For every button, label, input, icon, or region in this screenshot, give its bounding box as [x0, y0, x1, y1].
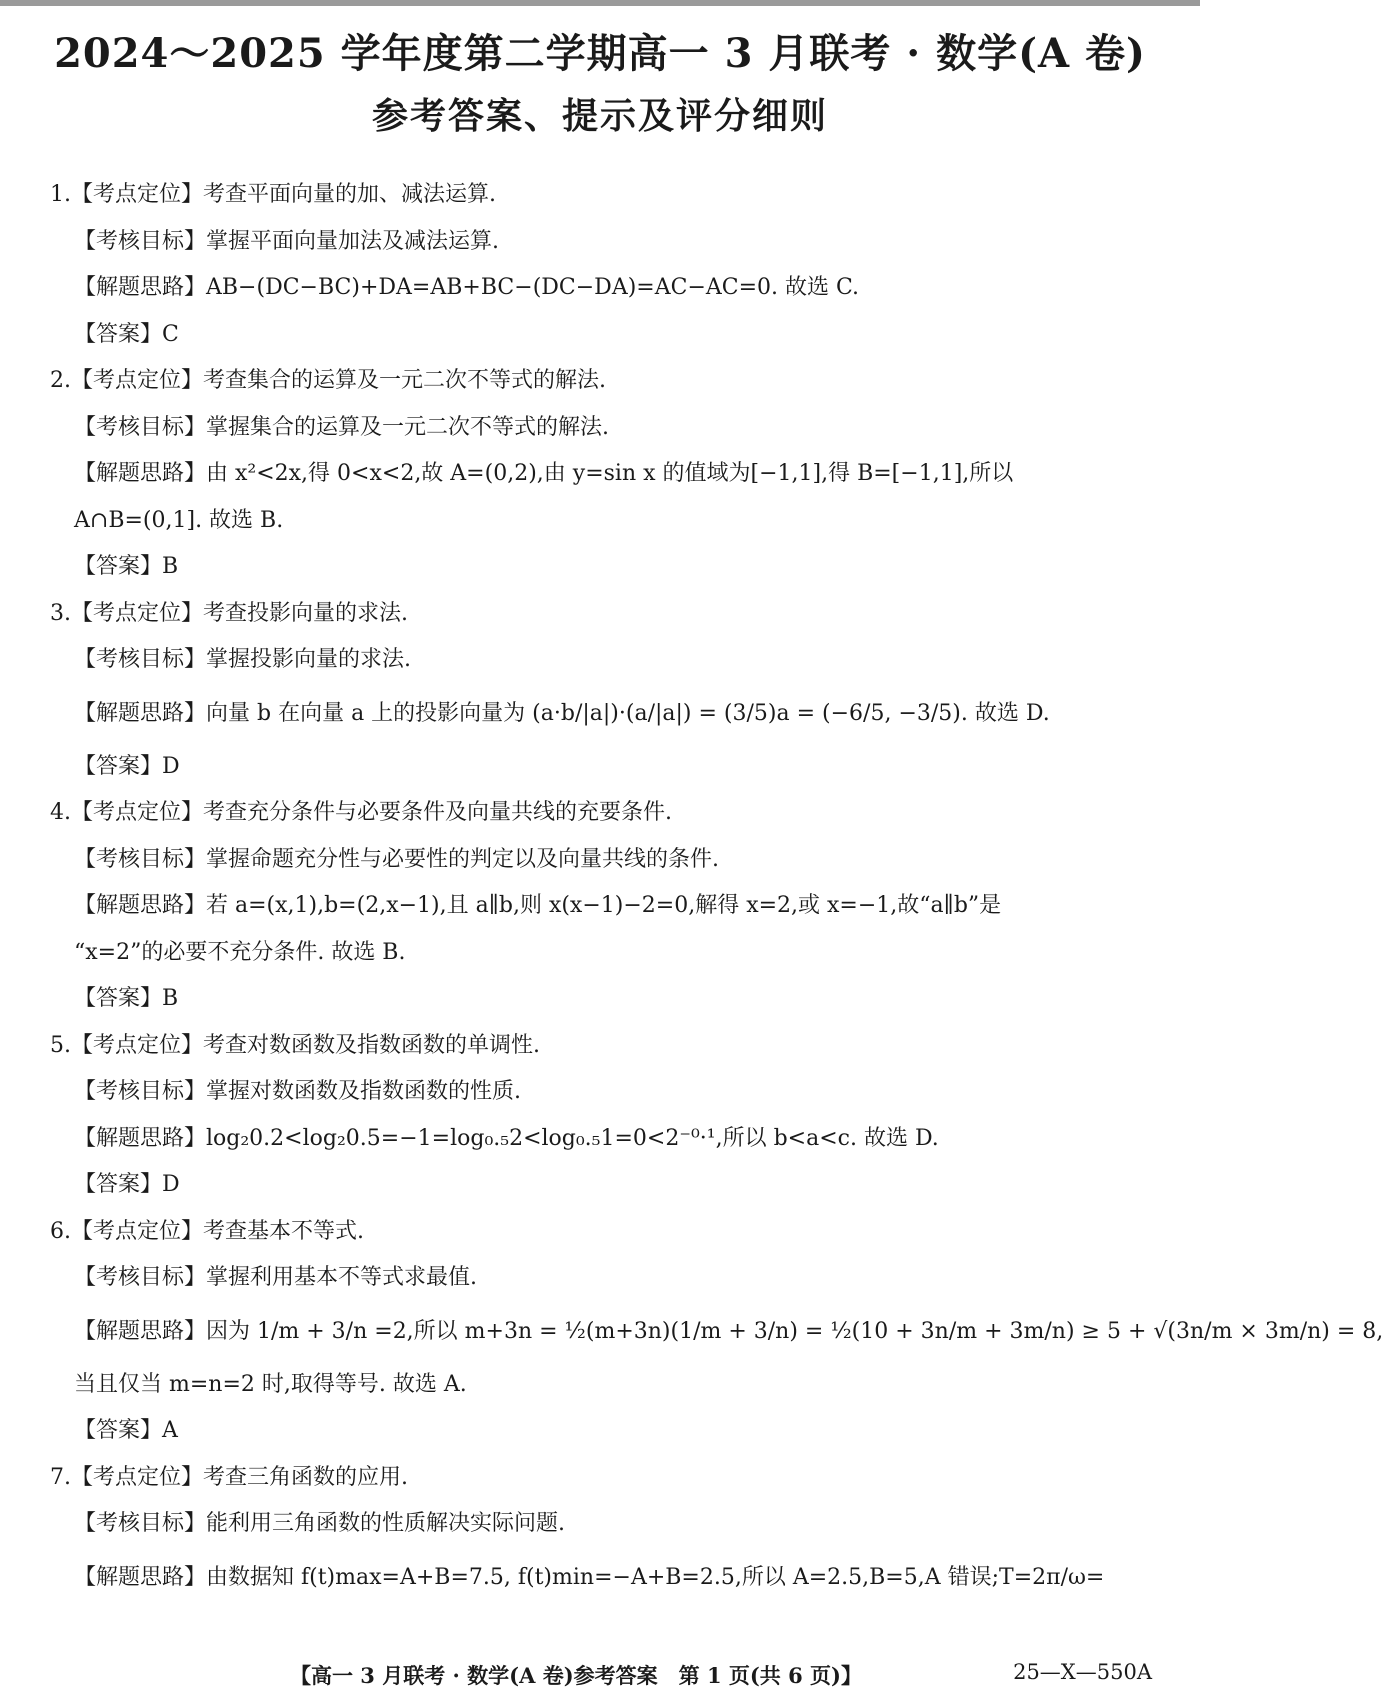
question-5-solution: 【解题思路】log₂0.2<log₂0.5=−1=log₀.₅2<log₀.₅1=0<2⁻⁰·¹,所以 b<a<c. 故选 D. — [74, 1125, 939, 1151]
question-1-goal: 【考核目标】掌握平面向量加法及减法运算. — [74, 228, 499, 254]
question-2-solution: 【解题思路】由 x²<2x,得 0<x<2,故 A=(0,2),由 y=sin x 的值域为[−1,1],得 B=[−1,1],所以 — [74, 461, 1014, 486]
question-7-point: 7.【考点定位】考查三角函数的应用. — [50, 1455, 1160, 1502]
question-number: 4. — [50, 800, 71, 825]
question-4-point: 4.【考点定位】考查充分条件与必要条件及向量共线的充要条件. — [50, 790, 1160, 837]
question-1-solution: 【解题思路】AB−(DC−BC)+DA=AB+BC−(DC−DA)=AC−AC=0. 故选 C. — [74, 275, 860, 300]
question-6-goal: 【考核目标】掌握利用基本不等式求最值. — [74, 1265, 477, 1290]
question-number: 1. — [50, 182, 71, 207]
question-2-solution-cont: A∩B=(0,1]. 故选 B. — [74, 507, 284, 533]
document-subtitle: 参考答案、提示及评分细则 — [371, 95, 828, 137]
top-border — [0, 0, 1200, 6]
question-4-solution: 【解题思路】若 a=(x,1),b=(2,x−1),且 a∥b,则 x(x−1)−2=0,解得 x=2,或 x=−1,故“a∥b”是 — [74, 893, 1002, 918]
question-6-point: 6.【考点定位】考查基本不等式. — [50, 1209, 1160, 1256]
question-6-solution-cont: 当且仅当 m=n=2 时,取得等号. 故选 A. — [74, 1371, 467, 1397]
question-number: 7. — [50, 1464, 71, 1490]
question-7-solution: 【解题思路】由数据知 f(t)max=A+B=7.5, f(t)min=−A+B=2.5,所以 A=2.5,B=5,A 错误;T=2π/ω= — [74, 1564, 1105, 1590]
question-3-answer: 【答案】D — [74, 753, 180, 779]
question-2-point: 2.【考点定位】考查集合的运算及一元二次不等式的解法. — [50, 358, 1160, 405]
question-6-answer: 【答案】A — [74, 1418, 178, 1443]
question-number: 6. — [50, 1218, 71, 1244]
footer-doc-code: 25—X—550A — [1013, 1660, 1152, 1684]
question-5-answer: 【答案】D — [74, 1172, 180, 1197]
question-3-point: 3.【考点定位】考查投影向量的求法. — [50, 591, 1160, 638]
question-7-goal: 【考核目标】能利用三角函数的性质解决实际问题. — [74, 1511, 565, 1536]
question-4-answer: 【答案】B — [74, 986, 179, 1011]
question-3-solution: 【解题思路】向量 b 在向量 a 上的投影向量为 (a·b/|a|)·(a/|a|) = (3/5)a = (−6/5, −3/5). 故选 D. — [74, 700, 1050, 726]
footer-page-label: 【高一 3 月联考 · 数学(A 卷)参考答案 第 1 页(共 6 页)】 — [290, 1663, 862, 1688]
question-number: 5. — [50, 1032, 71, 1058]
page-footer — [0, 1660, 1200, 1690]
question-3-goal: 【考核目标】掌握投影向量的求法. — [74, 647, 411, 672]
question-1-answer: 【答案】C — [74, 321, 179, 347]
question-number: 2. — [50, 368, 71, 393]
question-5-point: 5.【考点定位】考查对数函数及指数函数的单调性. — [50, 1023, 1160, 1070]
question-5-goal: 【考核目标】掌握对数函数及指数函数的性质. — [74, 1079, 521, 1104]
document-title: 2024～2025 学年度第二学期高一 3 月联考 · 数学(A 卷) — [54, 30, 1146, 77]
question-1-point: 1.【考点定位】考查平面向量的加、减法运算. — [50, 172, 1160, 219]
question-6-solution: 【解题思路】因为 1/m + 3/n =2,所以 m+3n = ½(m+3n)(1/m + 3/n) = ½(10 + 3n/m + 3m/n) ≥ 5 + √(3n/m × 3m/n) = 8, — [74, 1318, 1383, 1344]
question-2-answer: 【答案】B — [74, 554, 179, 579]
question-4-goal: 【考核目标】掌握命题充分性与必要性的判定以及向量共线的条件. — [74, 846, 719, 872]
question-4-solution-cont: “x=2”的必要不充分条件. 故选 B. — [74, 939, 406, 965]
answer-content — [50, 172, 1383, 1608]
question-number: 3. — [50, 600, 71, 626]
question-2-goal: 【考核目标】掌握集合的运算及一元二次不等式的解法. — [74, 414, 609, 440]
